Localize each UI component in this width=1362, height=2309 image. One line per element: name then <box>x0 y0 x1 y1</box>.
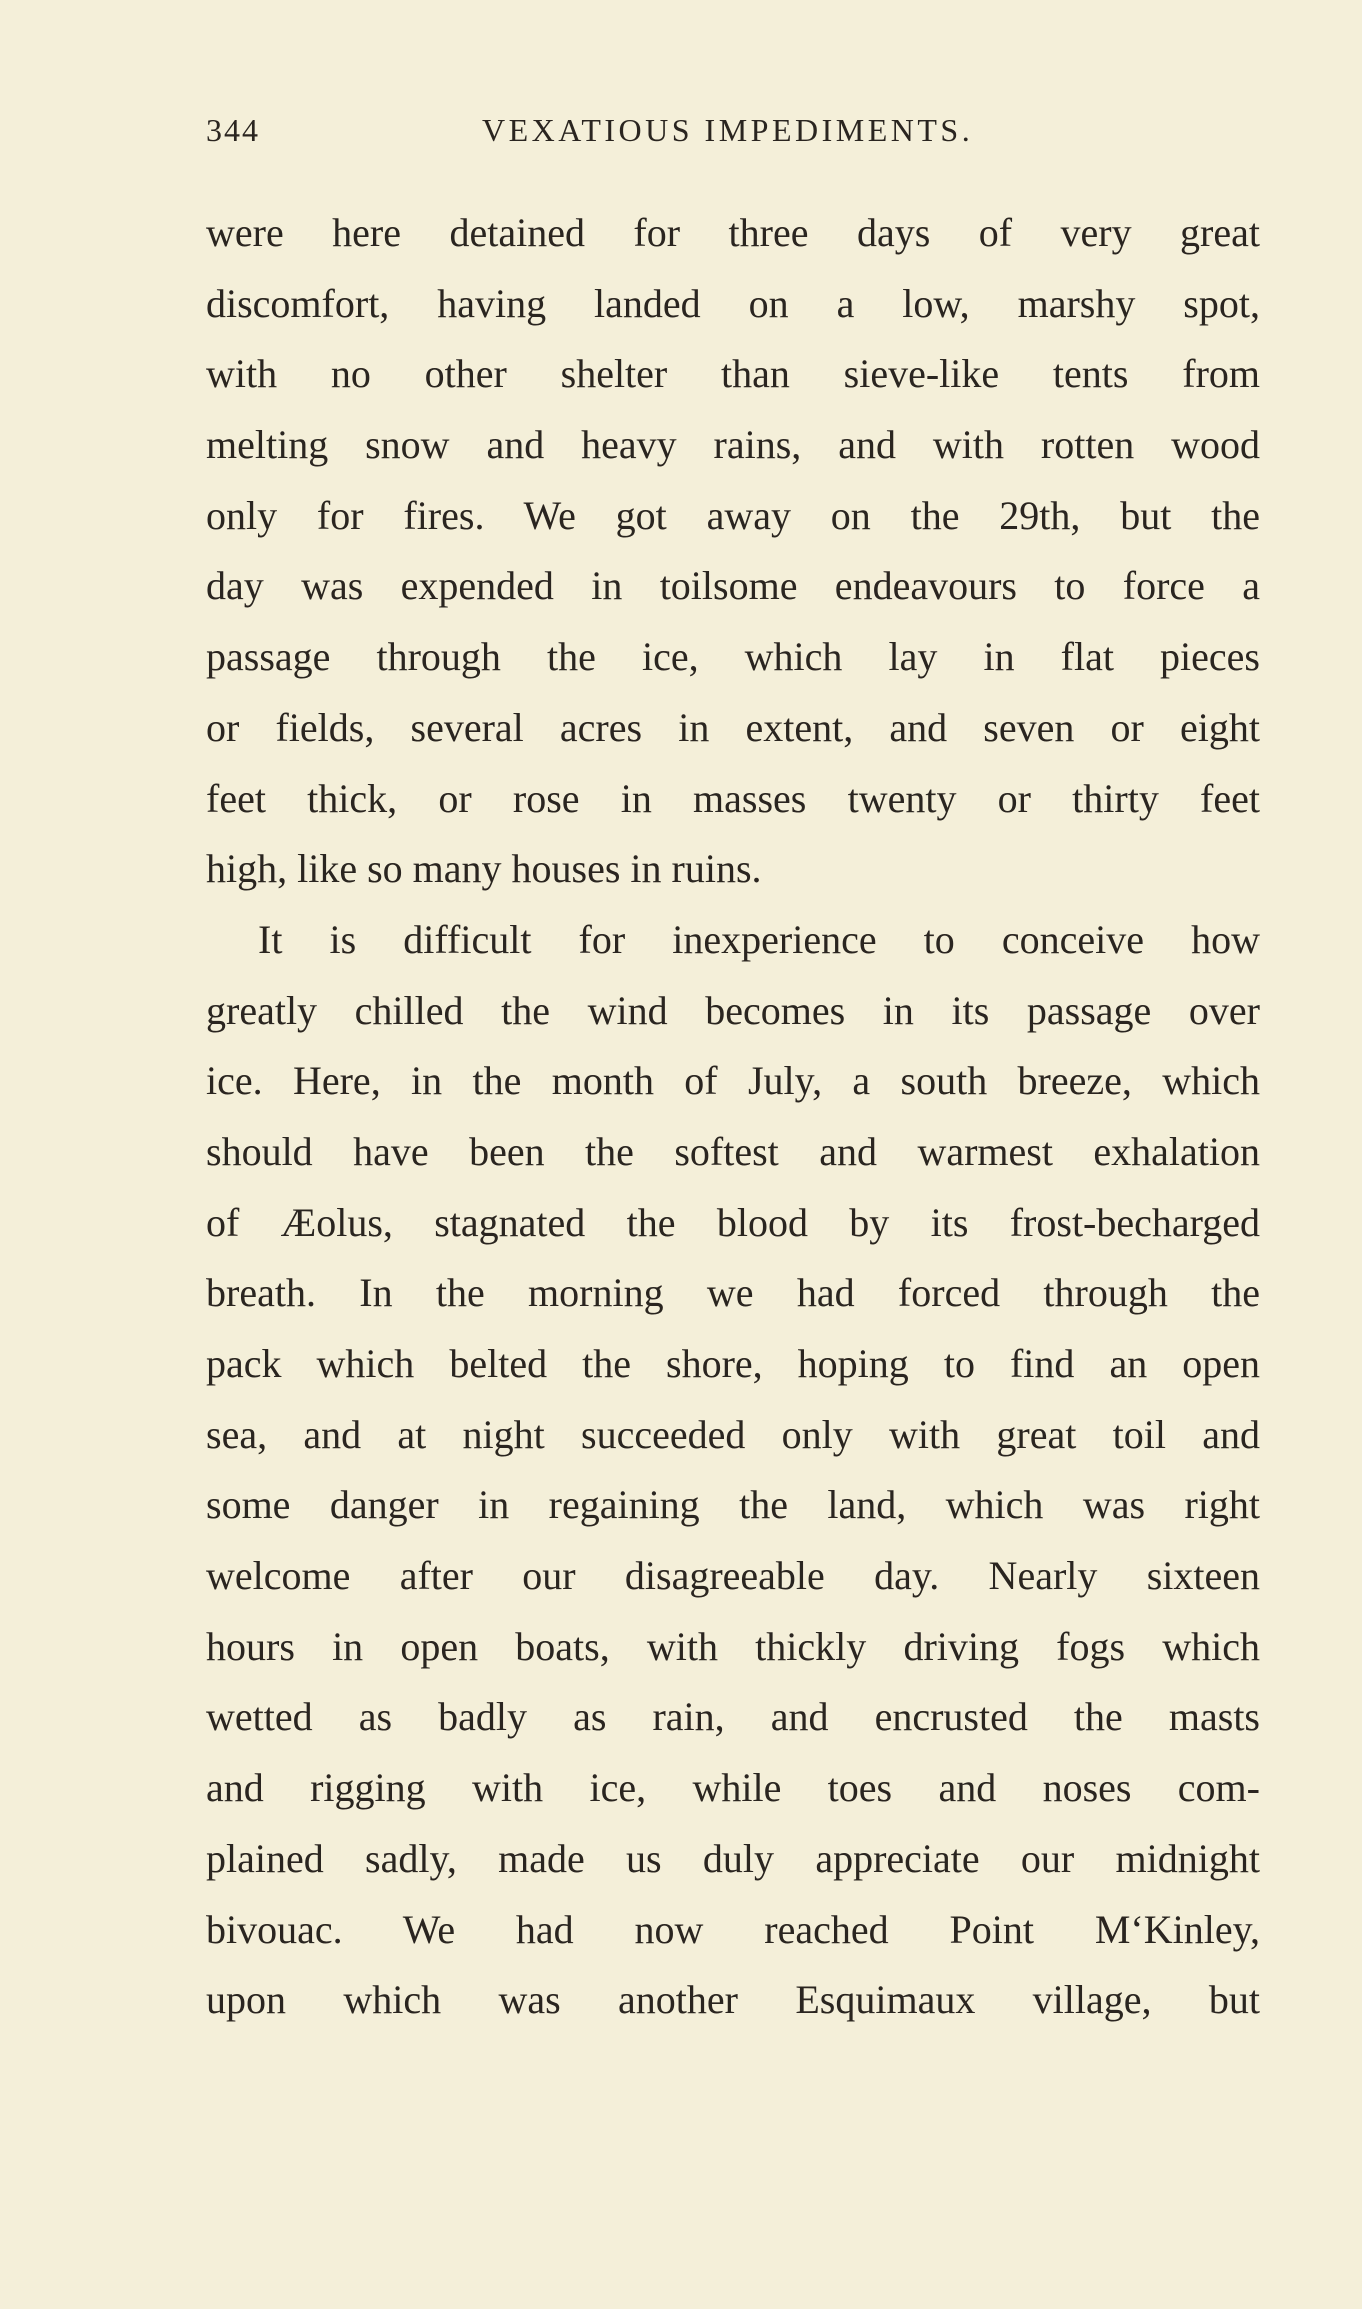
text-line: passage through the ice, which lay in flat pieces <box>206 634 1260 680</box>
text-line: some danger in regaining the land, which was right <box>206 1482 1260 1528</box>
text-line: sea, and at night succeeded only with great toil and <box>206 1411 1260 1457</box>
paragraph-end-line: high, like so many houses in ruins. <box>206 846 762 892</box>
text-line: plained sadly, made us duly appreciate our midnight <box>206 1835 1260 1881</box>
text-line: of Æolus, stagnated the blood by its frost-becharged <box>206 1199 1260 1245</box>
text-line: were here detained for three days of very great <box>206 210 1260 255</box>
text-line: greatly chilled the wind becomes in its passage over <box>206 987 1260 1033</box>
paragraph-start-line: It is difficult for inexperience to conceive how <box>258 916 1260 962</box>
text-line: feet thick, or rose in masses twenty or thirty feet <box>206 775 1260 821</box>
text-line: wetted as badly as rain, and encrusted the masts <box>206 1694 1260 1740</box>
text-line: or fields, several acres in extent, and seven or eight <box>206 704 1260 750</box>
text-line: discomfort, having landed on a low, marshy spot, <box>206 280 1260 326</box>
text-line: pack which belted the shore, hoping to find an open <box>206 1341 1260 1386</box>
text-line: should have been the softest and warmest exhalation <box>206 1128 1260 1174</box>
page-header <box>206 112 1260 160</box>
running-head: VEXATIOUS IMPEDIMENTS. <box>482 112 974 148</box>
text-line: and rigging with ice, while toes and noses com- <box>206 1765 1260 1811</box>
text-line: day was expended in toilsome endeavours to force a <box>206 563 1260 609</box>
page-number: 344 <box>206 112 260 148</box>
text-line: bivouac. We had now reached Point M‘Kinley, <box>206 1906 1260 1952</box>
text-line: breath. In the morning we had forced through the <box>206 1270 1260 1316</box>
text-line: upon which was another Esquimaux village, but <box>206 1977 1260 2023</box>
text-line: ice. Here, in the month of July, a south breeze, which <box>206 1058 1260 1104</box>
body-text <box>206 198 1260 2036</box>
text-line: only for fires. We got away on the 29th, but the <box>206 492 1260 538</box>
text-line: hours in open boats, with thickly driving fogs which <box>206 1623 1260 1669</box>
text-line: welcome after our disagreeable day. Nearly sixteen <box>206 1553 1260 1599</box>
text-line: with no other shelter than sieve-like tents from <box>206 351 1260 397</box>
text-line: melting snow and heavy rains, and with rotten wood <box>206 422 1260 468</box>
